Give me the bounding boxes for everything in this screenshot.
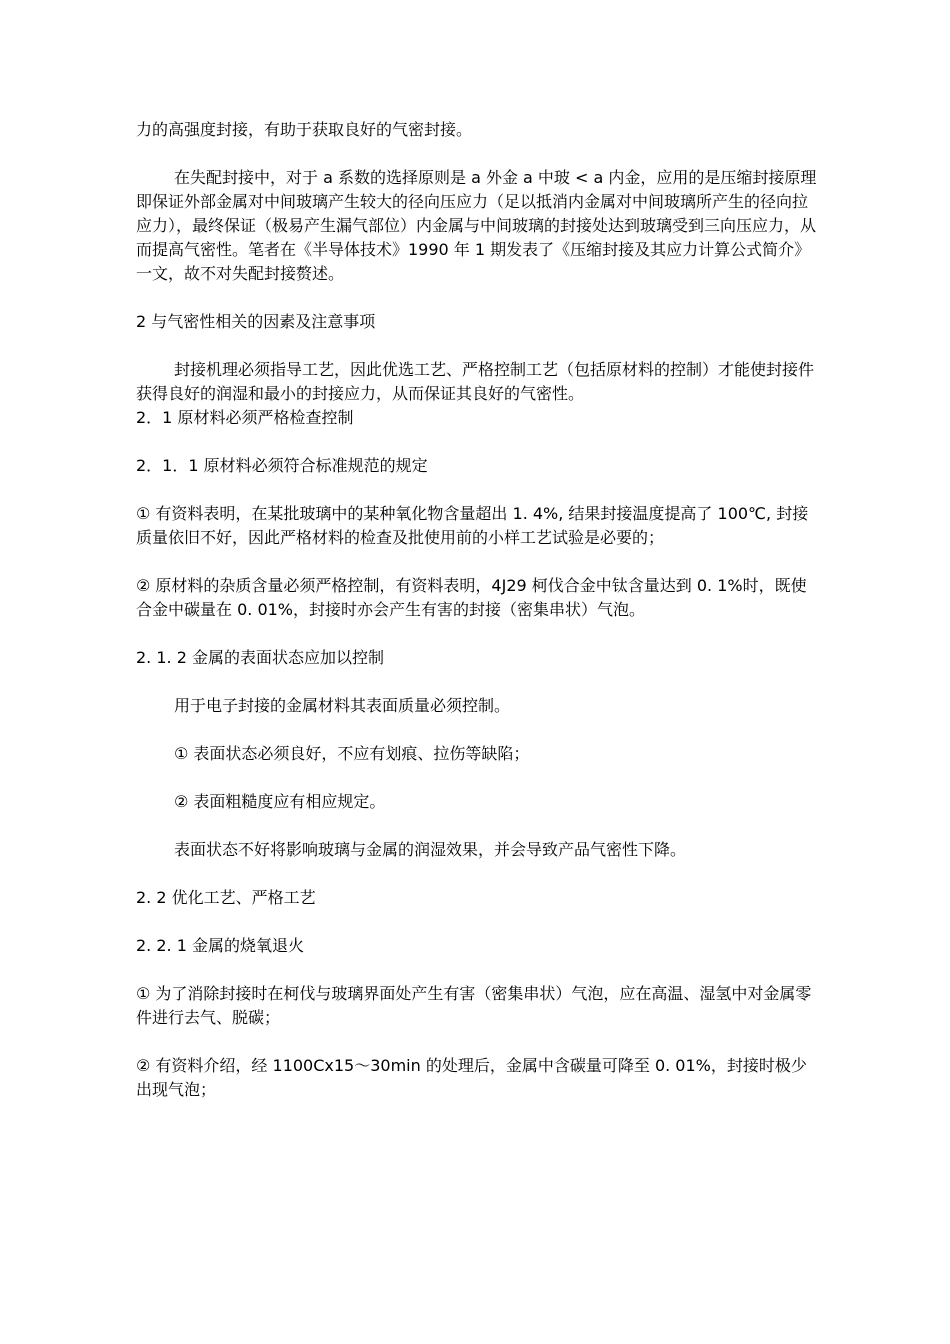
subsection-heading-2-2-1: 2. 2. 1 金属的烧氧退火 (136, 936, 304, 955)
paragraph-sealing-mechanism: 封接机理必须指导工艺，因此优选工艺、严格控制工艺（包括原材料的控制）才能使封接件获得良好的润湿和最小的封接应力，从而保证其良好的气密性。 (136, 360, 815, 403)
list-item-impurity-control: ② 原材料的杂质含量必须严格控制，有资料表明，4J29 柯伐合金中钛含量达到 0. 1%时，既使合金中碳量在 0. 01%，封接时亦会产生有害的封接（密集串状）气泡。 (136, 576, 807, 619)
list-item-carbon-reduction: ② 有资料介绍，经 1100Cx15～30min 的处理后，金属中含碳量可降至 0. 01%，封接时极少出现气泡； (136, 1056, 807, 1099)
subsection-heading-2-1-1: 2．1．1 原材料必须符合标准规范的规定 (136, 456, 428, 475)
list-item-glass-oxide: ① 有资料表明，在某批玻璃中的某种氧化物含量超出 1. 4%, 结果封接温度提高了 100℃, 封接质量依旧不好，因此严格材料的检查及批使用前的小样工艺试验是必要的； (136, 504, 809, 547)
subsection-heading-2-1: 2．1 原材料必须严格检查控制 (136, 408, 354, 427)
subsection-heading-2-1-2: 2. 1. 2 金属的表面状态应加以控制 (136, 648, 384, 667)
list-item-surface-state: ① 表面状态必须良好，不应有划痕、拉伤等缺陷； (174, 744, 530, 763)
paragraph-surface-effect: 表面状态不好将影响玻璃与金属的润湿效果，并会导致产品气密性下降。 (174, 840, 687, 859)
section-heading-2: 2 与气密性相关的因素及注意事项 (136, 312, 376, 331)
list-item-degassing: ① 为了消除封接时在柯伐与玻璃界面处产生有害（密集串状）气泡，应在高温、湿氢中对金属零件进行去气、脱碳； (136, 984, 812, 1027)
paragraph-mismatch-sealing: 在失配封接中，对于 a 系数的选择原则是 a 外金 a 中玻 < a 内金，应用的是压缩封接原理即保证外部金属对中间玻璃产生较大的径向压应力（足以抵消内金属对中间玻璃所产生的径向拉应力），最终保证（极易产生漏气部位）内金属与中间玻璃的封接处达到玻璃受到三向压应力，从而提高气密性。笔者在《半导体技术》1990 年 1 期发表了《压缩封接及其应力计算公式简介》一文，故不对失配封接赘述。 (136, 168, 817, 283)
subsection-heading-2-2: 2. 2 优化工艺、严格工艺 (136, 888, 316, 907)
list-item-surface-roughness: ② 表面粗糙度应有相应规定。 (174, 792, 386, 811)
document-page (136, 118, 820, 1102)
paragraph-surface-quality: 用于电子封接的金属材料其表面质量必须控制。 (174, 696, 511, 715)
paragraph-continuation: 力的高强度封接，有助于获取良好的气密封接。 (136, 120, 473, 139)
